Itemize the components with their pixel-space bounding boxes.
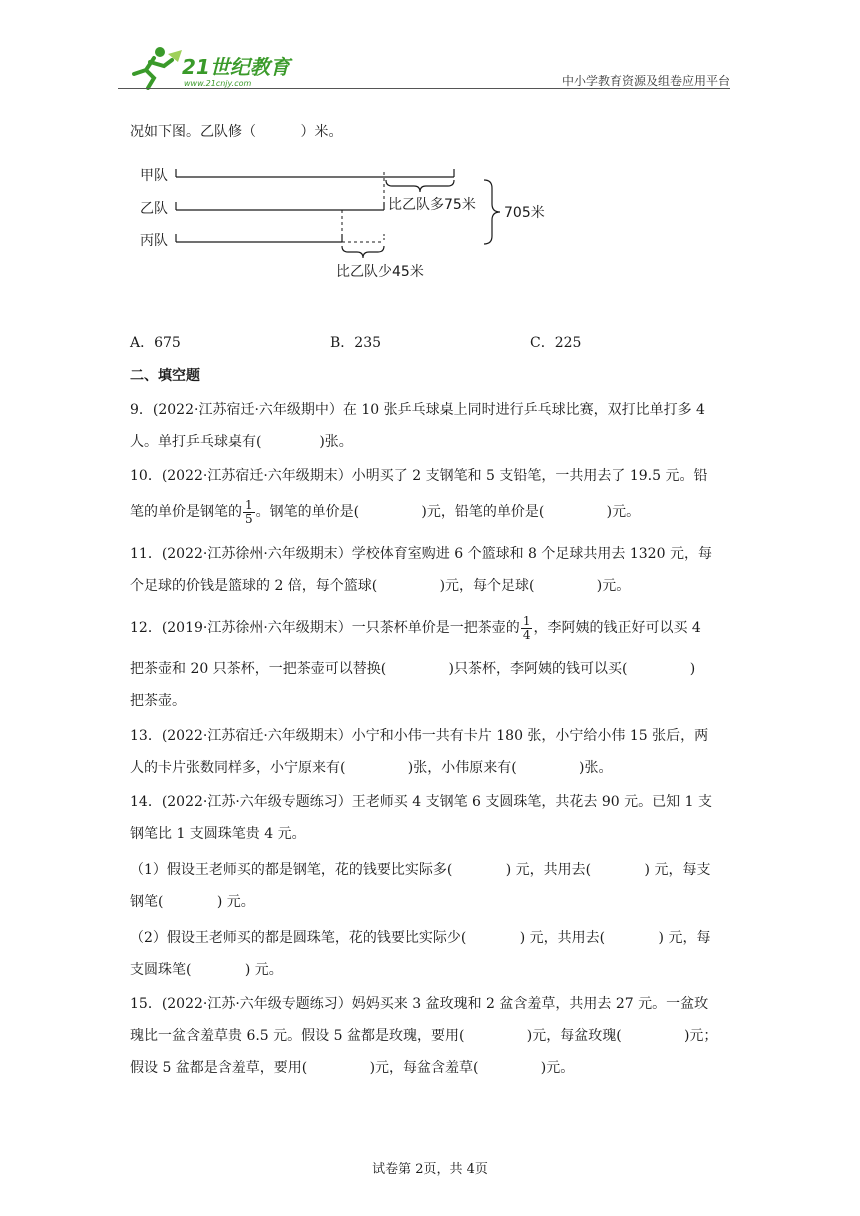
q15-line-1: 15．(2022·江苏·六年级专题练习）妈妈买来 3 盆玫瑰和 2 盆含羞草，共用去 27 元。一盆玫 (130, 996, 709, 1012)
q14-part2-line-1: （2）假设王老师买的都是圆珠笔，花的钱要比实际少( ) 元，共用去( ) 元，每 (130, 930, 711, 946)
q14-part1-line-2: 钢笔( ) 元。 (130, 894, 255, 910)
label-bing: 丙队 (140, 233, 168, 249)
note-jia-more: 比乙队多75米 (388, 197, 476, 213)
brace-bing-less (342, 246, 384, 258)
brace-total (484, 180, 500, 244)
label-yi: 乙队 (140, 201, 168, 217)
platform-name: 中小学教育资源及组卷应用平台 (561, 74, 730, 88)
fraction-denominator: 4 (522, 627, 531, 642)
q14-part1-line-1: （1）假设王老师买的都是钢笔，花的钱要比实际多( ) 元，共用去( ) 元，每支 (130, 862, 711, 878)
note-total: 705米 (504, 205, 545, 221)
segment-bing (176, 234, 342, 242)
page-header (118, 40, 730, 90)
q11-line-2: 个足球的价钱是篮球的 2 倍，每个篮球( )元，每个足球( )元。 (130, 578, 631, 594)
q12-line-1 (130, 614, 701, 642)
runner-icon (134, 47, 182, 88)
q15-line-3: 假设 5 盆都是含羞草，要用( )元，每盆含羞草( )元。 (130, 1060, 575, 1076)
q10-line-1: 10．(2022·江苏宿迁·六年级期末）小明买了 2 支钢笔和 5 支铅笔，一共用去了 19.5 元。铅 (130, 468, 708, 484)
label-jia: 甲队 (140, 168, 168, 184)
fraction-numerator: 1 (522, 613, 531, 628)
brace-jia-extra (386, 180, 454, 192)
q13-line-2: 人的卡片张数同样多，小宁原来有( )张，小伟原来有( )张。 (130, 760, 613, 776)
q12-line-3: 把茶壶。 (130, 693, 186, 709)
logo-text: 21世纪教育 (182, 55, 290, 79)
section-title-fill-in: 二、填空题 (130, 368, 200, 384)
q14-line-1: 14．(2022·江苏·六年级专题练习）王老师买 4 支钢笔 6 支圆珠笔，共花去 90 元。已知 1 支 (130, 794, 712, 810)
segment-jia (176, 169, 454, 177)
q14-part2-line-2: 支圆珠笔( ) 元。 (130, 962, 283, 978)
fraction-one-fifth (243, 499, 255, 526)
line-segment-diagram (130, 158, 550, 288)
q10-text-b: 。钢笔的单价是( )元，铅笔的单价是( )元。 (255, 504, 641, 520)
q8-stem-tail: 况如下图。乙队修（ ）米。 (130, 124, 343, 140)
note-bing-less: 比乙队少45米 (336, 264, 424, 280)
q12-text-a: 12．(2019·江苏徐州·六年级期末）一只茶杯单价是一把茶壶的 (130, 620, 520, 636)
q9-line-1: 9．(2022·江苏宿迁·六年级期中）在 10 张乒乓球桌上同时进行乒乓球比赛，双打比单打多 4 (130, 402, 705, 418)
q13-line-1: 13．(2022·江苏宿迁·六年级期末）小宁和小伟一共有卡片 180 张，小宁给小伟 15 张后，两 (130, 728, 709, 744)
segment-yi (176, 202, 384, 210)
fraction-denominator: 5 (245, 511, 253, 526)
q12-line-2: 把茶壶和 20 只茶杯，一把茶壶可以替换( )只茶杯，李阿姨的钱可以买( ) (130, 661, 696, 677)
fraction-numerator: 1 (245, 497, 253, 512)
header-divider (118, 88, 730, 89)
q9-line-2: 人。单打乒乓球桌有( )张。 (130, 434, 353, 450)
choice-b[interactable]: B．235 (330, 335, 382, 351)
fraction-one-quarter (521, 615, 533, 642)
q10-line-2 (130, 498, 640, 526)
q14-line-2: 钢笔比 1 支圆珠笔贵 4 元。 (130, 826, 306, 842)
page-footer: 试卷第 2页，共 4页 (372, 1162, 488, 1177)
choice-c[interactable]: C．225 (530, 335, 582, 351)
logo (124, 44, 294, 90)
q10-text-a: 笔的单价是钢笔的 (130, 504, 242, 520)
q12-text-b: ，李阿姨的钱正好可以买 4 (533, 620, 701, 636)
q15-line-2: 瑰比一盆含羞草贵 6.5 元。假设 5 盆都是玫瑰，要用( )元，每盆玫瑰( )元； (130, 1028, 718, 1044)
q11-line-1: 11．(2022·江苏徐州·六年级期末）学校体育室购进 6 个篮球和 8 个足球共用去 1320 元，每 (130, 546, 712, 562)
choice-a[interactable]: A．675 (130, 335, 181, 351)
logo-url: www.21cnjy.com (184, 79, 252, 88)
